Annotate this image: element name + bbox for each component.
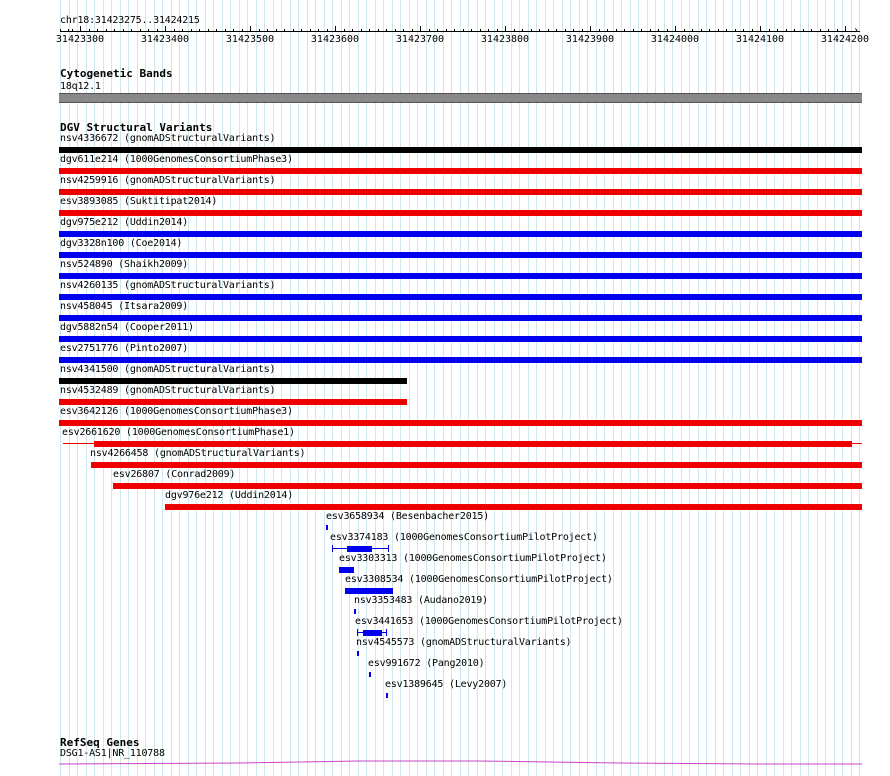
grid-line [587, 0, 588, 776]
ruler-minor-tick [191, 29, 192, 32]
grid-line [774, 0, 775, 776]
cytoband-bar[interactable] [59, 93, 862, 103]
ruler-minor-tick [216, 29, 217, 32]
grid-line [723, 0, 724, 776]
ruler-tick-label: 31423400 [140, 34, 190, 45]
dgv-feature-label: esv3658934 (Besenbacher2015) [326, 511, 489, 522]
ruler-minor-tick [650, 29, 651, 32]
ruler-tick [80, 26, 81, 32]
grid-line [757, 0, 758, 776]
ruler-minor-tick [284, 29, 285, 32]
dgv-feature-bar[interactable] [59, 189, 862, 195]
dgv-feature-label: esv2661620 (1000GenomesConsortiumPhase1) [62, 427, 295, 438]
ruler-minor-tick [624, 29, 625, 32]
ruler-minor-tick [361, 29, 362, 32]
dgv-feature-label: esv2751776 (Pinto2007) [60, 343, 189, 354]
ruler-minor-tick [726, 29, 727, 32]
dgv-feature-bar[interactable] [59, 231, 862, 237]
dgv-feature-bar[interactable] [59, 315, 862, 321]
ruler-minor-tick [514, 29, 515, 32]
grid-line [545, 0, 546, 776]
grid-line [808, 0, 809, 776]
ruler-minor-tick [556, 29, 557, 32]
ruler-minor-tick [182, 29, 183, 32]
grid-line [298, 0, 299, 776]
ruler-arrow-icon: › [853, 25, 859, 36]
ruler-tick-label: 31423900 [565, 34, 615, 45]
dgv-feature-label: dgv3328n100 (Coe2014) [60, 238, 183, 249]
dgv-feature-label: dgv5882n54 (Cooper2011) [60, 322, 194, 333]
grid-line [613, 0, 614, 776]
ruler-minor-tick [480, 29, 481, 32]
grid-line [349, 0, 350, 776]
dgv-feature-bar[interactable] [347, 546, 372, 552]
ruler-tick-label: 31423700 [395, 34, 445, 45]
ruler-tick-label: 31423500 [225, 34, 275, 45]
dgv-feature-bar[interactable] [326, 525, 328, 530]
dgv-feature-label: esv3374183 (1000GenomesConsortiumPilotProject) [330, 532, 598, 543]
ruler-minor-tick [565, 29, 566, 32]
grid-line [749, 0, 750, 776]
grid-line [842, 0, 843, 776]
ruler-minor-tick [539, 29, 540, 32]
dgv-feature-bar[interactable] [59, 420, 862, 426]
ruler-tick [675, 26, 676, 32]
grid-line [791, 0, 792, 776]
dgv-feature-label: nsv4545573 (gnomADStructuralVariants) [356, 637, 572, 648]
grid-line [698, 0, 699, 776]
grid-line [596, 0, 597, 776]
dgv-feature-label: esv991672 (Pang2010) [368, 658, 485, 669]
grid-line [324, 0, 325, 776]
ruler-minor-tick [89, 29, 90, 32]
ruler-minor-tick [633, 29, 634, 32]
ruler-minor-tick [437, 29, 438, 32]
dgv-feature-label: nsv4266458 (gnomADStructuralVariants) [90, 448, 306, 459]
ruler-minor-tick [72, 29, 73, 32]
dgv-feature-bar[interactable] [59, 168, 862, 174]
grid-line [536, 0, 537, 776]
grid-line [706, 0, 707, 776]
ruler-minor-tick [599, 29, 600, 32]
grid-line [494, 0, 495, 776]
ruler-minor-tick [709, 29, 710, 32]
dgv-feature-bar[interactable] [59, 399, 407, 405]
ruler-minor-tick [658, 29, 659, 32]
ruler-minor-tick [157, 29, 158, 32]
ruler-minor-tick [403, 29, 404, 32]
ruler-minor-tick [395, 29, 396, 32]
ruler-minor-tick [386, 29, 387, 32]
ruler-minor-tick [174, 29, 175, 32]
dgv-feature-label: nsv4341500 (gnomADStructuralVariants) [60, 364, 276, 375]
grid-line [689, 0, 690, 776]
ruler-tick-label: 31424200 [820, 34, 870, 45]
ruler-minor-tick [735, 29, 736, 32]
grid-line [715, 0, 716, 776]
grid-line [485, 0, 486, 776]
dgv-feature-bar[interactable] [59, 294, 862, 300]
ruler-minor-tick [454, 29, 455, 32]
ruler-tick-label: 31424100 [735, 34, 785, 45]
cytoband-track-title: Cytogenetic Bands [60, 67, 173, 80]
dgv-feature-label: dgv976e212 (Uddin2014) [165, 490, 294, 501]
ruler-tick [845, 26, 846, 32]
ruler-minor-tick [60, 29, 61, 32]
ruler-minor-tick [667, 29, 668, 32]
grid-line [519, 0, 520, 776]
ruler-minor-tick [828, 29, 829, 32]
ruler-minor-tick [131, 29, 132, 32]
ruler-minor-tick [837, 29, 838, 32]
grid-line [366, 0, 367, 776]
dgv-feature-bar[interactable] [94, 441, 852, 447]
dgv-track-title: DGV Structural Variants [60, 121, 213, 134]
ruler-minor-tick [497, 29, 498, 32]
grid-line [358, 0, 359, 776]
ruler-tick [420, 26, 421, 32]
ruler-minor-tick [641, 29, 642, 32]
dgv-feature-bar[interactable] [59, 147, 862, 153]
ruler-tick-label: 31423300 [55, 34, 105, 45]
dgv-feature-bar[interactable] [339, 567, 354, 573]
dgv-feature-label: dgv611e214 (1000GenomesConsortiumPhase3) [60, 154, 293, 165]
ruler-tick [505, 26, 506, 32]
location-label: chr18:31423275..31424215 [60, 15, 200, 26]
dgv-feature-label: esv1389645 (Levy2007) [385, 679, 508, 690]
ruler-minor-tick [68, 29, 69, 32]
ruler-minor-tick [301, 29, 302, 32]
grid-line [511, 0, 512, 776]
ruler-axis [60, 31, 860, 32]
grid-line [783, 0, 784, 776]
ruler-minor-tick [769, 29, 770, 32]
grid-line [647, 0, 648, 776]
ruler-minor-tick [378, 29, 379, 32]
ruler-minor-tick [233, 29, 234, 32]
ruler-minor-tick [276, 29, 277, 32]
ruler-minor-tick [701, 29, 702, 32]
grid-line [290, 0, 291, 776]
ruler-minor-tick [488, 29, 489, 32]
ruler-minor-tick [318, 29, 319, 32]
dgv-feature-label: esv3308534 (1000GenomesConsortiumPilotProject) [345, 574, 613, 585]
grid-line [315, 0, 316, 776]
grid-line [553, 0, 554, 776]
ruler-minor-tick [199, 29, 200, 32]
ruler-minor-tick [97, 29, 98, 32]
dgv-feature-bar[interactable] [59, 357, 862, 363]
dgv-feature-label: nsv458045 (Itsara2009) [60, 301, 189, 312]
ruler-minor-tick [684, 29, 685, 32]
grid-line [800, 0, 801, 776]
dgv-feature-bar[interactable] [59, 378, 407, 384]
dgv-feature-bar[interactable] [59, 252, 862, 258]
ruler-minor-tick [259, 29, 260, 32]
grid-line [825, 0, 826, 776]
ruler-minor-tick [752, 29, 753, 32]
ruler-minor-tick [531, 29, 532, 32]
ruler-minor-tick [429, 29, 430, 32]
cytoband-label: 18q12.1 [60, 81, 101, 92]
grid-line [341, 0, 342, 776]
dgv-feature-label: dgv975e212 (Uddin2014) [60, 217, 189, 228]
dgv-feature-bar[interactable] [59, 210, 862, 216]
ruler-minor-tick [616, 29, 617, 32]
dgv-feature-bar[interactable] [357, 651, 359, 656]
grid-line [859, 0, 860, 776]
ruler-minor-tick [582, 29, 583, 32]
ruler-minor-tick [225, 29, 226, 32]
dgv-feature-label: nsv4532489 (gnomADStructuralVariants) [60, 385, 276, 396]
grid-line [732, 0, 733, 776]
grid-line [834, 0, 835, 776]
ruler-minor-tick [293, 29, 294, 32]
ruler-minor-tick [463, 29, 464, 32]
dgv-feature-label: nsv4260135 (gnomADStructuralVariants) [60, 280, 276, 291]
dgv-feature-label: nsv4336672 (gnomADStructuralVariants) [60, 133, 276, 144]
ruler-minor-tick [607, 29, 608, 32]
grid-line [630, 0, 631, 776]
ruler-tick-label: 31423600 [310, 34, 360, 45]
grid-line [502, 0, 503, 776]
ruler-minor-tick [446, 29, 447, 32]
dgv-feature-label: esv3441653 (1000GenomesConsortiumPilotProject) [355, 616, 623, 627]
dgv-feature-label: nsv524890 (Shaikh2009) [60, 259, 189, 270]
ruler-minor-tick [242, 29, 243, 32]
ruler-minor-tick [794, 29, 795, 32]
grid-line [851, 0, 852, 776]
ruler-tick [760, 26, 761, 32]
ruler-minor-tick [140, 29, 141, 32]
grid-line [664, 0, 665, 776]
dgv-feature-label: nsv3353483 (Audano2019) [354, 595, 488, 606]
ruler-tick [335, 26, 336, 32]
grid-line [332, 0, 333, 776]
ruler-minor-tick [310, 29, 311, 32]
ruler-minor-tick [369, 29, 370, 32]
dgv-feature-bar[interactable] [113, 483, 862, 489]
ruler-minor-tick [352, 29, 353, 32]
grid-line [281, 0, 282, 776]
dgv-feature-label: esv26807 (Conrad2009) [113, 469, 236, 480]
grid-line [570, 0, 571, 776]
dgv-feature-label: esv3893085 (Suktitipat2014) [60, 196, 218, 207]
grid-line [655, 0, 656, 776]
dgv-feature-label: esv3642126 (1000GenomesConsortiumPhase3) [60, 406, 293, 417]
ruler-minor-tick [412, 29, 413, 32]
refseq-track-title: RefSeq Genes [60, 736, 140, 749]
grid-line [307, 0, 308, 776]
ruler-minor-tick [692, 29, 693, 32]
grid-line [638, 0, 639, 776]
ruler-minor-tick [743, 29, 744, 32]
grid-line [817, 0, 818, 776]
ruler-minor-tick [777, 29, 778, 32]
ruler-minor-tick [106, 29, 107, 32]
dgv-feature-bar[interactable] [386, 693, 388, 698]
dgv-feature-bar[interactable] [363, 630, 382, 636]
ruler-tick [250, 26, 251, 32]
ruler-minor-tick [148, 29, 149, 32]
dgv-feature-cap [386, 629, 387, 636]
grid-line [672, 0, 673, 776]
dgv-feature-label: nsv4259916 (gnomADStructuralVariants) [60, 175, 276, 186]
ruler-tick [590, 26, 591, 32]
dgv-feature-cap [332, 545, 333, 552]
grid-line [562, 0, 563, 776]
ruler-minor-tick [786, 29, 787, 32]
ruler-minor-tick [803, 29, 804, 32]
grid-line [528, 0, 529, 776]
dgv-feature-label: esv3303313 (1000GenomesConsortiumPilotProject) [339, 553, 607, 564]
grid-line [766, 0, 767, 776]
ruler-minor-tick [114, 29, 115, 32]
dgv-feature-bar[interactable] [91, 462, 862, 468]
dgv-feature-bar[interactable] [369, 672, 371, 677]
ruler-minor-tick [548, 29, 549, 32]
ruler-tick-label: 31423800 [480, 34, 530, 45]
ruler-minor-tick [208, 29, 209, 32]
dgv-feature-bar[interactable] [59, 336, 862, 342]
ruler-minor-tick [811, 29, 812, 32]
ruler-minor-tick [327, 29, 328, 32]
ruler-minor-tick [820, 29, 821, 32]
ruler-tick [165, 26, 166, 32]
ruler-minor-tick [522, 29, 523, 32]
grid-line [681, 0, 682, 776]
grid-line [740, 0, 741, 776]
dgv-feature-cap [357, 629, 358, 636]
ruler-tick-label: 31424000 [650, 34, 700, 45]
grid-line [579, 0, 580, 776]
ruler-minor-tick [123, 29, 124, 32]
ruler-minor-tick [471, 29, 472, 32]
refseq-gene-label: DSG1-AS1|NR_110788 [60, 748, 165, 759]
grid-line [621, 0, 622, 776]
dgv-feature-bar[interactable] [345, 588, 393, 594]
refseq-gene-line[interactable] [59, 758, 863, 768]
ruler-minor-tick [718, 29, 719, 32]
ruler-minor-tick [344, 29, 345, 32]
ruler-minor-tick [573, 29, 574, 32]
dgv-feature-bar[interactable] [354, 609, 356, 614]
ruler-minor-tick [267, 29, 268, 32]
dgv-feature-cap [388, 545, 389, 552]
grid-line [604, 0, 605, 776]
dgv-feature-bar[interactable] [165, 504, 862, 510]
dgv-feature-bar[interactable] [59, 273, 862, 279]
